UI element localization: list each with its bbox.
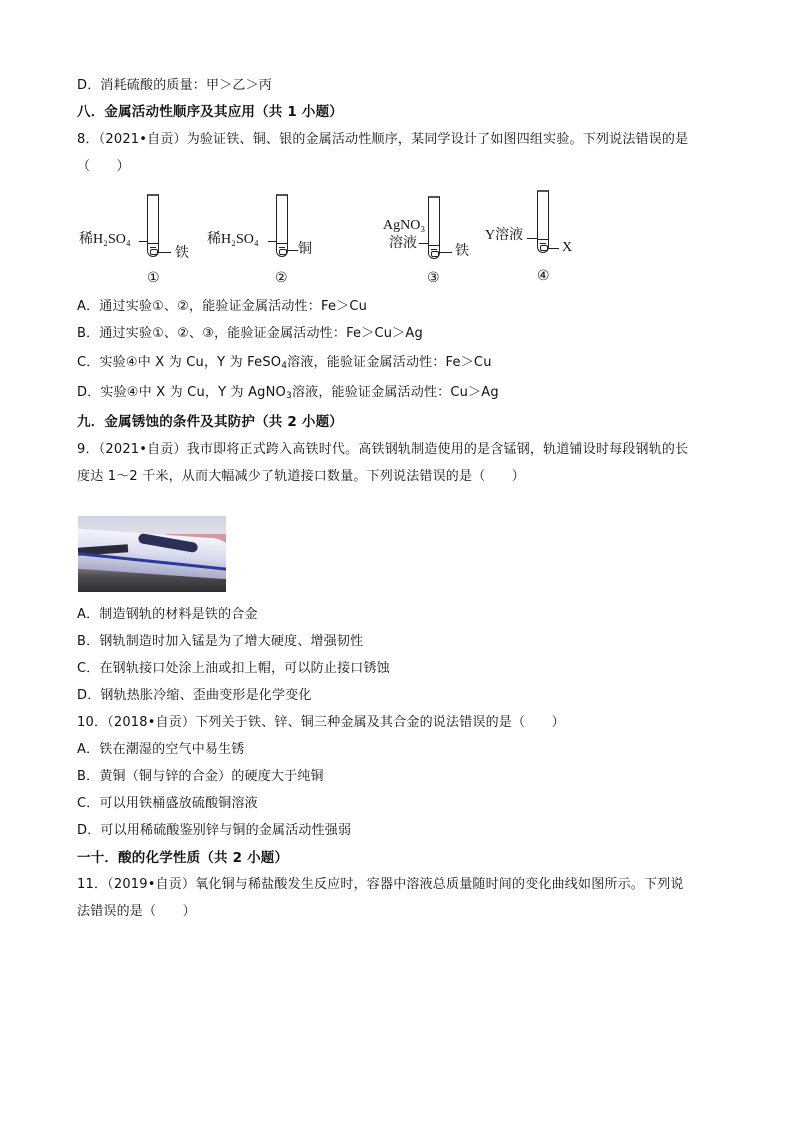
tube-1-solution-label: 稀H₂SO₄ — [79, 232, 131, 247]
tube-4-solution-leader — [527, 238, 537, 239]
question-9-stem-line1: 9．（2021•自贡）我市即将正式跨入高铁时代。高铁钢轨制造使用的是含锰钢，轨道铺设时每段钢轨的长 — [77, 442, 689, 457]
tube-2-number: ② — [275, 270, 288, 286]
tube-4-solution-label: Y溶液 — [485, 228, 524, 243]
tube-1-metal-label: 铁 — [175, 246, 189, 261]
tube-4-metal-label: X — [562, 240, 573, 255]
q9-option-b: B．钢轨制造时加入锰是为了增大硬度、增强韧性 — [77, 634, 364, 649]
q9-option-d: D．钢轨热胀冷缩、歪曲变形是化学变化 — [77, 688, 312, 703]
q8-option-c — [77, 355, 492, 371]
tube-3-metal-leader — [438, 252, 452, 253]
q9-option-c: C．在钢轨接口处涂上油或扣上帽，可以防止接口锈蚀 — [77, 661, 390, 676]
q10-option-d: D．可以用稀硫酸鉴别锌与铜的金属活动性强弱 — [77, 823, 352, 838]
tube-4-metal-leader — [547, 248, 559, 249]
test-tube-diagram — [75, 186, 595, 286]
q10-option-b: B．黄铜（铜与锌的合金）的硬度大于纯铜 — [77, 769, 324, 784]
q8-option-b: B．通过实验①、②、③，能验证金属活动性：Fe＞Cu＞Ag — [77, 326, 423, 341]
q8-option-c-text: C．实验④中 X 为 Cu，Y 为 FeSO — [77, 355, 282, 370]
test-tube-1-icon — [147, 194, 159, 257]
tube-2-metal-leader — [286, 250, 298, 251]
question-10-stem: 10．（2018•自贡）下列关于铁、锌、铜三种金属及其合金的说法错误的是（ ） — [77, 715, 565, 730]
q8-option-c-subscript: 4 — [281, 361, 288, 371]
tube-4-number: ④ — [537, 268, 550, 284]
q8-option-d — [77, 385, 499, 401]
q10-option-a: A．铁在潮湿的空气中易生锈 — [77, 742, 245, 757]
question-8-blank: （ ） — [77, 159, 130, 174]
high-speed-train-image — [78, 516, 226, 592]
tube-2-metal-label: 铜 — [298, 242, 312, 257]
q8-option-d-subscript: 3 — [286, 391, 292, 401]
q8-option-d-text: D．实验④中 X 为 Cu，Y 为 AgNO — [77, 385, 286, 400]
tube-3-metal-label: 铁 — [455, 244, 469, 259]
section-heading-9: 九．金属锈蚀的条件及其防护（共 2 小题） — [77, 414, 343, 430]
q8-option-c-text-end: 溶液，能验证金属活动性：Fe＞Cu — [287, 355, 492, 370]
question-11-stem-line2: 法错误的是（ ） — [77, 904, 196, 919]
tube-1-metal-leader — [157, 252, 171, 253]
tube-3-solution-label-line2: 溶液 — [389, 236, 417, 251]
test-tube-3-icon — [428, 196, 440, 259]
question-9-stem-line2: 度达 1～2 千米，从而大幅减少了轨道接口数量。下列说法错误的是（ ） — [77, 469, 526, 484]
tube-3-number: ③ — [427, 270, 440, 286]
prev-option-d: D．消耗硫酸的质量：甲＞乙＞丙 — [77, 78, 273, 93]
tube-2-solution-label: 稀H₂SO₄ — [207, 232, 259, 247]
section-heading-10: 一十．酸的化学性质（共 2 小题） — [77, 850, 289, 866]
test-tube-2-icon — [276, 194, 288, 257]
q8-option-d-text-end: 溶液，能验证金属活动性：Cu＞Ag — [291, 385, 499, 400]
section-heading-8: 八．金属活动性顺序及其应用（共 1 小题） — [77, 104, 343, 120]
question-8-stem: 8．（2021•自贡）为验证铁、铜、银的金属活动性顺序，某同学设计了如图四组实验。下列说法错误的是 — [77, 132, 689, 147]
question-11-stem-line1: 11．（2019•自贡）氧化铜与稀盐酸发生反应时，容器中溶液总质量随时间的变化曲线如图所示。下列说 — [77, 877, 684, 892]
q8-option-a: A．通过实验①、②，能验证金属活动性：Fe＞Cu — [77, 299, 368, 314]
test-tube-4-icon — [537, 190, 549, 253]
tube-3-solution-label-line1: AgNO₃ — [383, 218, 426, 233]
q10-option-c: C．可以用铁桶盛放硫酸铜溶液 — [77, 796, 258, 811]
tube-1-number: ① — [147, 270, 160, 286]
q9-option-a: A．制造钢轨的材料是铁的合金 — [77, 607, 258, 622]
